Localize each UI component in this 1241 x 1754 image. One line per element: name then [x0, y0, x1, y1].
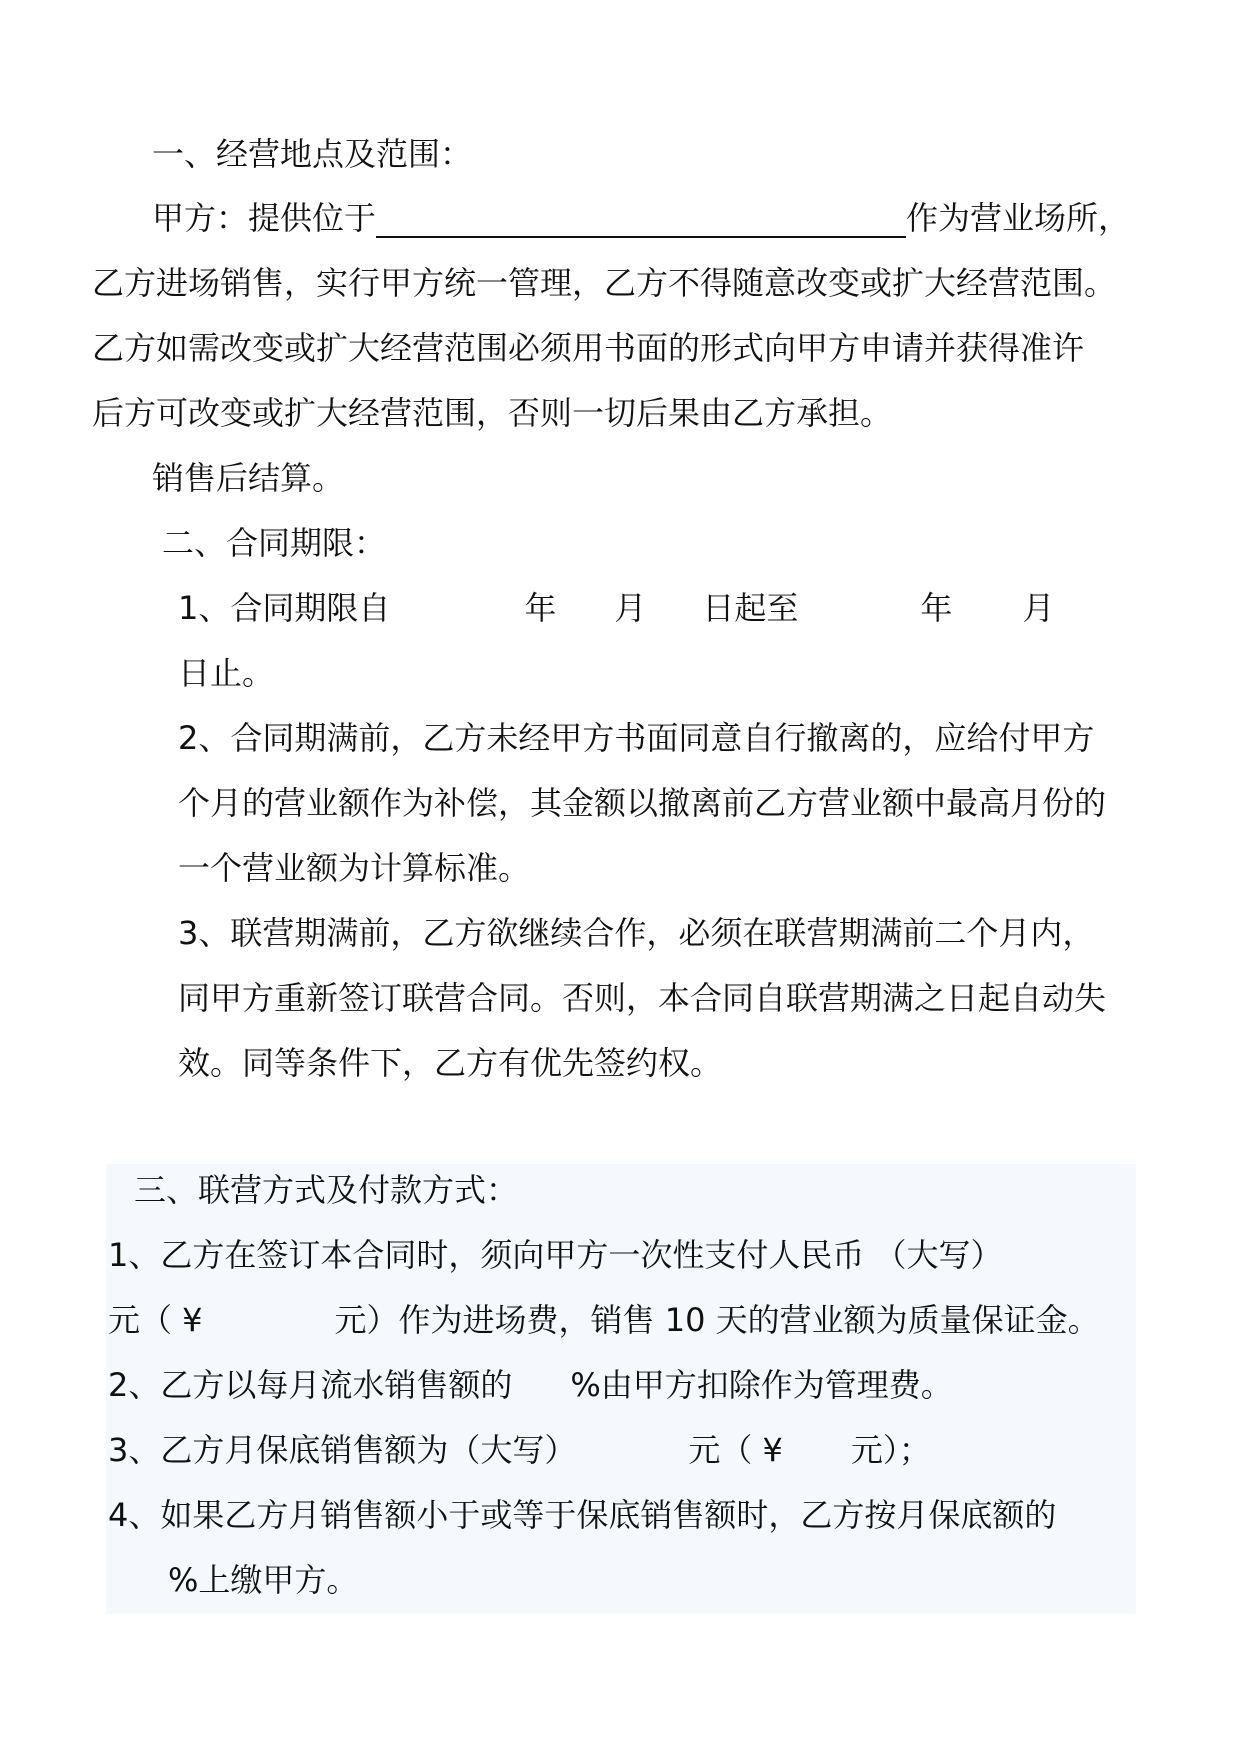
min-sales-prefix: 3、乙方月保底销售额为（大写）	[108, 1431, 577, 1469]
section3-title: 三、联营方式及付款方式：	[134, 1171, 519, 1209]
term-year1: 年	[524, 589, 557, 627]
entry-fee-text: 元）作为进场费，销售 10 天的营业额为质量保证金。	[334, 1301, 1100, 1339]
management-fee-suffix: %由甲方扣除作为管理费。	[570, 1366, 953, 1404]
section1-line1	[152, 198, 1130, 238]
section1-line2: 乙方进场销售，实行甲方统一管理，乙方不得随意改变或扩大经营范围。	[92, 264, 1117, 302]
section3-item3	[108, 1430, 931, 1470]
section1-title: 一、经营地点及范围：	[152, 135, 473, 173]
section2-item1	[178, 588, 1054, 628]
section3-item4-line2: %上缴甲方。	[168, 1561, 359, 1599]
min-sales-yuan: 元（ ¥	[688, 1431, 783, 1469]
section2-item3-line2: 同甲方重新签订联营合同。否则，本合同自联营期满之日起自动失	[178, 979, 1107, 1017]
section3-item2	[108, 1365, 953, 1405]
section2-item1-cont: 日止。	[178, 654, 275, 692]
term-month1: 月	[614, 589, 647, 627]
section2-title: 二、合同期限：	[162, 524, 387, 562]
location-blank	[376, 202, 906, 238]
section1-line3: 乙方如需改变或扩大经营范围必须用书面的形式向甲方申请并获得准许	[92, 329, 1085, 367]
section2-item3-line1: 3、联营期满前，乙方欲继续合作，必须在联营期满前二个月内，	[178, 914, 1095, 952]
section2-item2-line3: 一个营业额为计算标准。	[178, 849, 531, 887]
management-fee-prefix: 2、乙方以每月流水销售额的	[108, 1366, 513, 1404]
section1-line1-suffix: 作为营业场所，	[906, 199, 1131, 237]
section3-item4-line1: 4、如果乙方月销售额小于或等于保底销售额时，乙方按月保底额的	[108, 1496, 1057, 1534]
section1-line1-prefix: 甲方：提供位于	[152, 199, 377, 237]
section3-item1-line1: 1、乙方在签订本合同时，须向甲方一次性支付人民币 （大写）	[108, 1236, 1003, 1274]
term-day-from-to: 日起至	[702, 589, 799, 627]
min-sales-suffix: 元）；	[850, 1431, 931, 1469]
section1-line4: 后方可改变或扩大经营范围，否则一切后果由乙方承担。	[92, 394, 893, 432]
term-prefix: 1、合同期限自	[178, 589, 391, 627]
section2-item3-line3: 效。同等条件下，乙方有优先签约权。	[178, 1044, 723, 1082]
term-year2: 年	[920, 589, 953, 627]
section3-item1-line2	[108, 1300, 1100, 1340]
section2-item2-line1: 2、合同期满前，乙方未经甲方书面同意自行撤离的，应给付甲方	[178, 719, 1095, 757]
term-month2: 月	[1022, 589, 1055, 627]
section2-item2-line2: 个月的营业额作为补偿，其金额以撤离前乙方营业额中最高月份的	[178, 784, 1107, 822]
entry-fee-yuan-label: 元（ ¥	[108, 1301, 203, 1339]
section1-line5: 销售后结算。	[152, 459, 345, 497]
